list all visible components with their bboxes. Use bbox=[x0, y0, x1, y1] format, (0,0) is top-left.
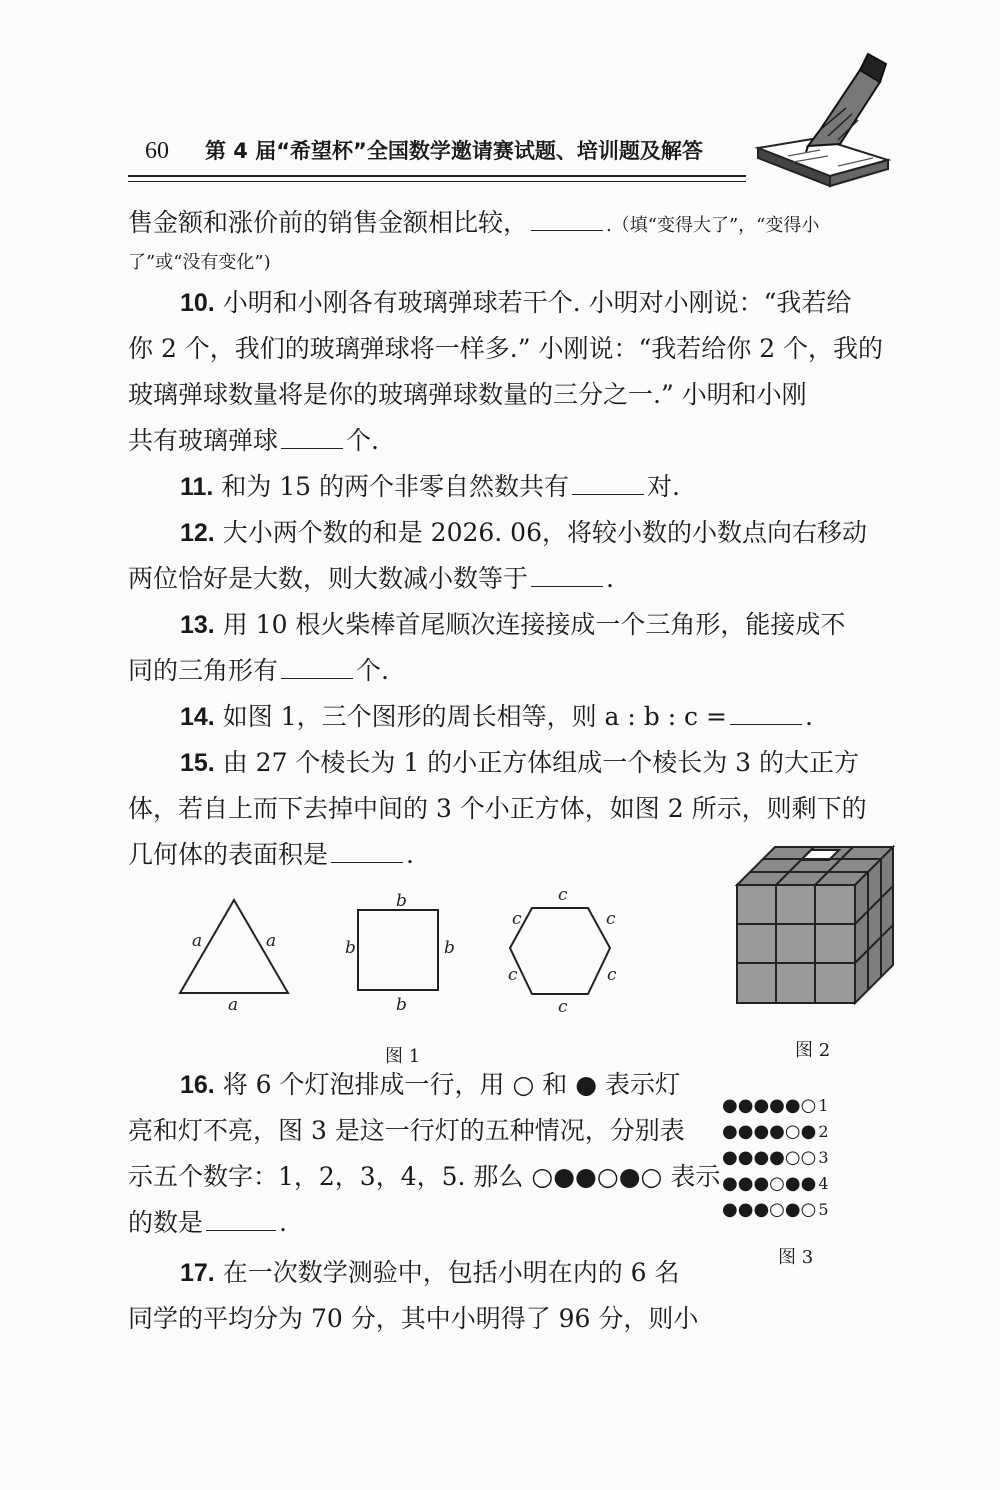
running-header bbox=[145, 135, 755, 165]
figure-1-caption: 图 1 bbox=[385, 1046, 421, 1067]
answer-blank bbox=[572, 464, 644, 495]
triangle-label-bottom: a bbox=[228, 995, 239, 1015]
question-16-line: 示五个数字：1，2，3，4，5. 那么 ○●●○●○ 表示 bbox=[128, 1162, 721, 1191]
question-10-line: 共有玻璃弹球 个. bbox=[128, 418, 898, 464]
question-15-line: 几何体的表面积是 . bbox=[128, 832, 898, 878]
header-rule bbox=[128, 175, 746, 177]
answer-blank bbox=[730, 694, 802, 725]
bulb-off-icon: ● bbox=[737, 1121, 754, 1142]
hexagon-label-bottom: c bbox=[558, 997, 568, 1017]
bulb-on-icon: ○ bbox=[640, 1162, 663, 1191]
hexagon-label-upper-left: c bbox=[512, 909, 522, 929]
light-off-symbol: ● bbox=[575, 1070, 598, 1099]
figure-1 bbox=[160, 880, 650, 1020]
bulb-off-icon: ● bbox=[722, 1147, 738, 1168]
question-12-line: 两位恰好是大数，则大数减小数等于 . bbox=[128, 556, 898, 602]
row-digit-label: 3 bbox=[818, 1148, 829, 1167]
bulb-off-icon: ● bbox=[769, 1121, 785, 1142]
hexagon-shape bbox=[510, 908, 610, 994]
bulb-on-icon: ○ bbox=[769, 1199, 785, 1220]
question-11: 11. 和为 15 的两个非零自然数共有 对. bbox=[128, 464, 898, 510]
book-title: 第 4 届“希望杯”全国数学邀请赛试题、培训题及解答 bbox=[205, 139, 703, 163]
question-15: 15. 由 27 个棱长为 1 的小正方体组成一个棱长为 3 的大正方 bbox=[180, 748, 860, 777]
bulb-off-icon: ● bbox=[722, 1121, 738, 1142]
bulb-off-icon: ● bbox=[737, 1199, 754, 1220]
bulb-off-icon: ● bbox=[753, 1147, 770, 1168]
bulb-off-icon: ● bbox=[784, 1199, 801, 1220]
bulb-on-icon: ○ bbox=[800, 1147, 817, 1168]
bulb-off-icon: ● bbox=[784, 1095, 801, 1116]
bulb-off-icon: ● bbox=[722, 1095, 738, 1116]
bulb-on-icon: ○ bbox=[596, 1162, 619, 1191]
bulb-off-icon: ● bbox=[618, 1162, 641, 1191]
question-15-line: 体，若自上而下去掉中间的 3 个小正方体，如图 2 所示，则剩下的 bbox=[128, 794, 867, 823]
light-pattern-row bbox=[722, 1119, 829, 1145]
light-pattern-row bbox=[722, 1197, 829, 1223]
bulb-off-icon: ● bbox=[553, 1162, 576, 1191]
header-rule-thin bbox=[128, 181, 746, 182]
bulb-off-icon: ● bbox=[722, 1199, 738, 1220]
question-14: 14. 如图 1，三个图形的周长相等，则 a : b : c = . bbox=[128, 694, 898, 740]
hexagon-label-top: c bbox=[558, 885, 568, 905]
figure-2-cube bbox=[735, 845, 895, 1005]
bulb-off-icon: ● bbox=[769, 1095, 785, 1116]
question-16: 16. 将 6 个灯泡排成一行，用 ○ 和 ● 表示灯 bbox=[180, 1070, 681, 1099]
bulb-off-icon: ● bbox=[753, 1199, 770, 1220]
question-12: 12. 大小两个数的和是 2026. 06，将较小数的小数点向右移动 bbox=[180, 518, 867, 547]
light-pattern-row bbox=[722, 1145, 829, 1171]
bulb-off-icon: ● bbox=[737, 1173, 754, 1194]
light-pattern-row bbox=[722, 1093, 829, 1119]
bulb-off-icon: ● bbox=[737, 1095, 754, 1116]
answer-blank bbox=[281, 418, 343, 449]
answer-blank bbox=[331, 832, 403, 863]
bulb-off-icon: ● bbox=[753, 1121, 770, 1142]
bulb-off-icon: ● bbox=[575, 1162, 597, 1191]
light-on-symbol: ○ bbox=[512, 1070, 535, 1099]
bulb-off-icon: ● bbox=[722, 1173, 738, 1194]
quill-book-icon bbox=[748, 48, 898, 198]
page-body bbox=[128, 200, 898, 878]
question-16-line: 亮和灯不亮，图 3 是这一行灯的五种情况，分别表 bbox=[128, 1116, 685, 1145]
question-10: 10. 小明和小刚各有玻璃弹球若干个. 小明对小刚说：“我若给 bbox=[180, 288, 852, 317]
bulb-off-icon: ● bbox=[737, 1147, 754, 1168]
row-digit-label: 1 bbox=[818, 1096, 829, 1115]
question-13-line: 同的三角形有 个. bbox=[128, 648, 898, 694]
question-10-line: 玻璃弹球数量将是你的玻璃弹球数量的三分之一.” 小明和小刚 bbox=[128, 380, 807, 409]
hexagon-label-lower-left: c bbox=[508, 965, 518, 985]
row-digit-label: 2 bbox=[818, 1122, 829, 1141]
hexagon-label-lower-right: c bbox=[607, 965, 617, 985]
answer-blank bbox=[206, 1200, 276, 1231]
bulb-off-icon: ● bbox=[784, 1173, 801, 1194]
square-label-right: b bbox=[444, 938, 455, 958]
bulb-off-icon: ● bbox=[769, 1147, 785, 1168]
bulb-off-icon: ● bbox=[800, 1173, 817, 1194]
figure-2-caption: 图 2 bbox=[795, 1040, 831, 1061]
query-light-pattern bbox=[531, 1162, 662, 1191]
square-label-top: b bbox=[396, 891, 407, 911]
bulb-on-icon: ○ bbox=[531, 1162, 554, 1191]
figure-3-caption: 图 3 bbox=[778, 1247, 814, 1268]
row-digit-label: 5 bbox=[818, 1200, 829, 1219]
bulb-off-icon: ● bbox=[753, 1173, 770, 1194]
bulb-off-icon: ● bbox=[800, 1121, 817, 1142]
bulb-on-icon: ○ bbox=[784, 1147, 801, 1168]
carryover-line-2: 了”或“没有变化”) bbox=[128, 252, 271, 273]
question-10-line: 你 2 个，我们的玻璃弹球将一样多.” 小刚说：“我若给你 2 个，我的 bbox=[128, 334, 884, 363]
bulb-on-icon: ○ bbox=[769, 1173, 785, 1194]
question-17: 17. 在一次数学测验中，包括小明在内的 6 名 bbox=[180, 1258, 680, 1287]
cube-front-face bbox=[737, 885, 855, 1003]
answer-blank bbox=[281, 648, 353, 679]
triangle-label-left: a bbox=[192, 931, 203, 951]
row-digit-label: 4 bbox=[818, 1174, 829, 1193]
bulb-off-icon: ● bbox=[753, 1095, 770, 1116]
figure-3-lights bbox=[722, 1093, 829, 1223]
bulb-on-icon: ○ bbox=[800, 1199, 817, 1220]
answer-blank bbox=[531, 200, 603, 231]
square-shape bbox=[358, 910, 438, 990]
question-16-line: 的数是 . bbox=[128, 1200, 703, 1246]
square-label-left: b bbox=[345, 938, 356, 958]
square-label-bottom: b bbox=[396, 995, 407, 1015]
bulb-on-icon: ○ bbox=[800, 1095, 817, 1116]
question-13: 13. 用 10 根火柴棒首尾顺次连接接成一个三角形，能接成不 bbox=[180, 610, 846, 639]
answer-blank bbox=[531, 556, 603, 587]
bulb-on-icon: ○ bbox=[784, 1121, 801, 1142]
triangle-label-right: a bbox=[266, 931, 277, 951]
question-17-line: 同学的平均分为 70 分，其中小明得了 96 分，则小 bbox=[128, 1304, 699, 1333]
light-pattern-row bbox=[722, 1171, 829, 1197]
hexagon-label-upper-right: c bbox=[606, 909, 616, 929]
carryover-line: 售金额和涨价前的销售金额相比较， .（填“变得大了”，“变得小 bbox=[128, 200, 898, 246]
page-number: 60 bbox=[145, 138, 169, 164]
